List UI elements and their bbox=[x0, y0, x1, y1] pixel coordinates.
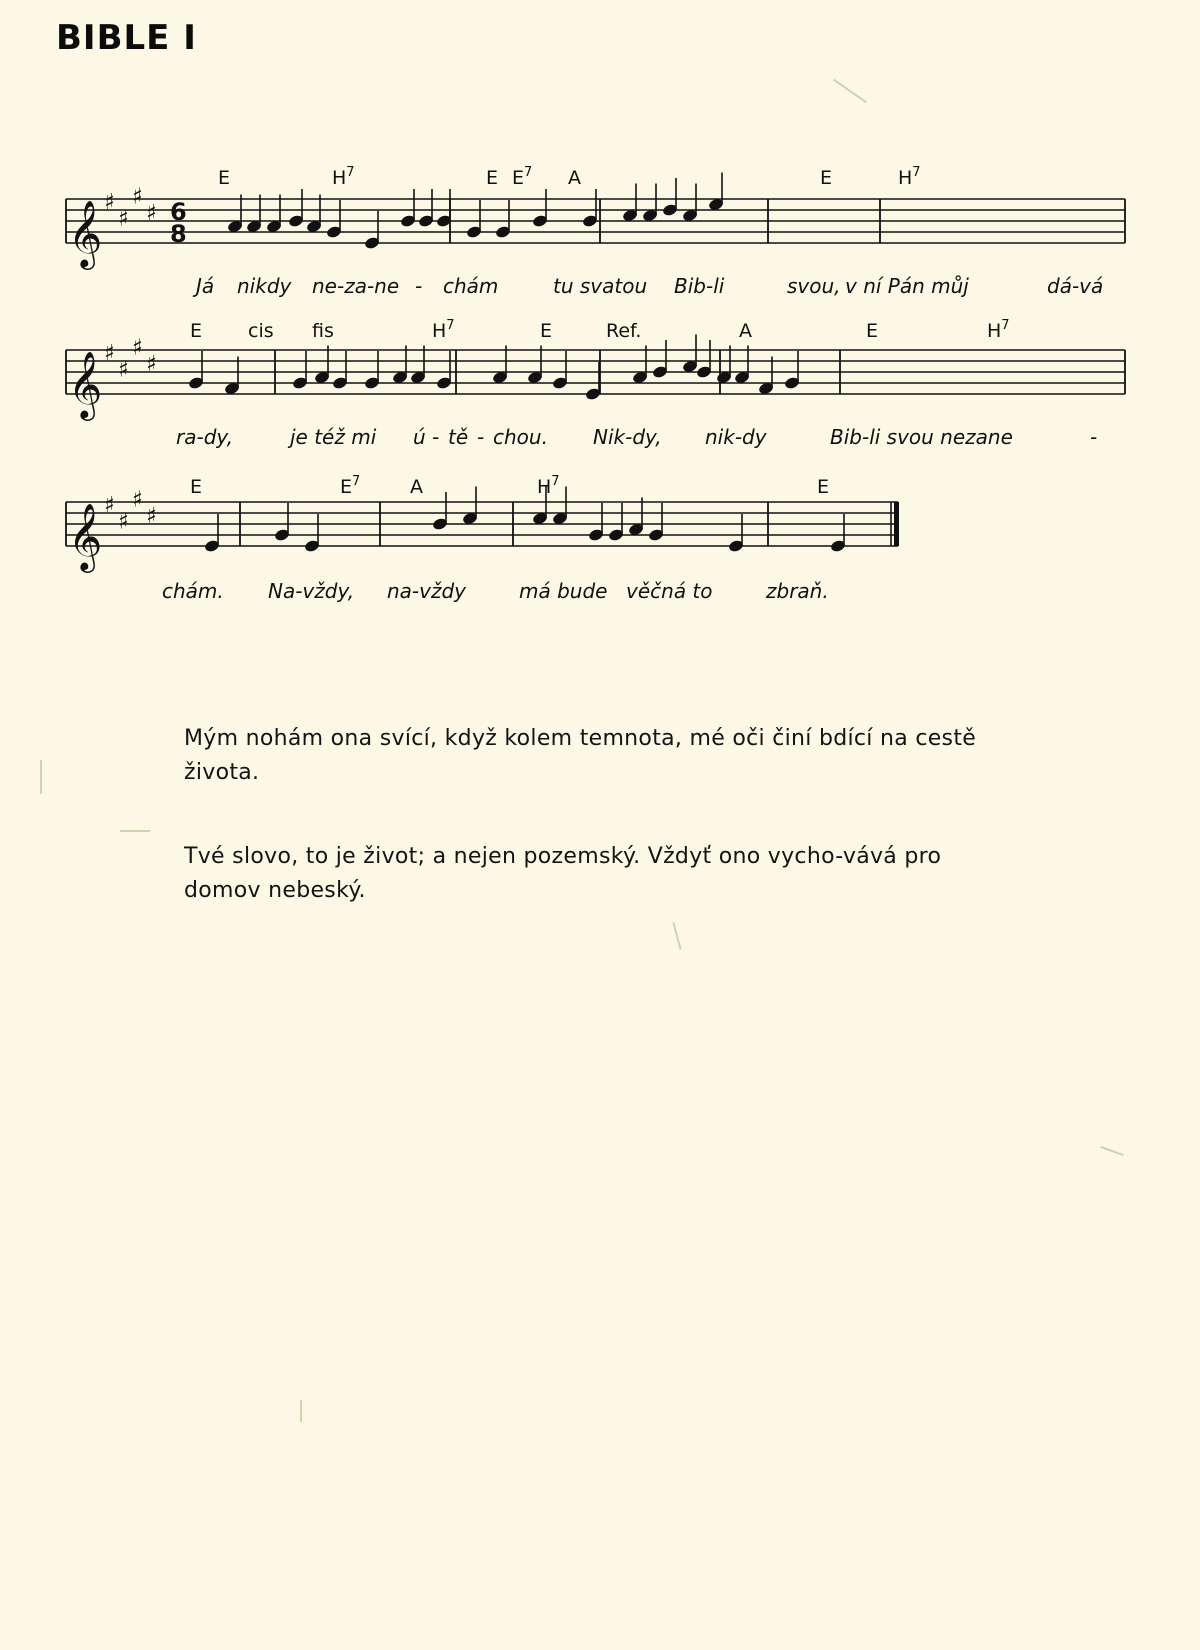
paper-fiber bbox=[40, 760, 42, 794]
lyric-syllable: Na-vždy, bbox=[268, 579, 355, 603]
chord-superscript: 7 bbox=[1001, 318, 1010, 333]
chord-symbol: $E^7$ bbox=[512, 165, 533, 189]
treble-clef: 𝄞 bbox=[68, 502, 103, 570]
sharp-sign: ♯ bbox=[146, 504, 157, 529]
sharp-sign: ♯ bbox=[118, 357, 129, 383]
chord-symbol: E bbox=[190, 320, 203, 342]
chord-superscript: 7 bbox=[912, 165, 921, 180]
chord-symbol: E bbox=[190, 476, 203, 498]
lyric-syllable: nik-dy bbox=[705, 425, 767, 449]
chord-symbol: $H^7$ bbox=[898, 165, 921, 189]
lyric-syllable: tu svatou bbox=[553, 274, 648, 298]
lyric-syllable: - bbox=[1090, 425, 1098, 449]
lyric-syllable: - bbox=[415, 274, 423, 298]
lyric-syllable: Bib-li svou nezane bbox=[830, 425, 1013, 449]
lyric-syllable: svou, bbox=[787, 274, 841, 298]
chord-symbol: $E^7$ bbox=[340, 474, 361, 498]
lyric-syllable: chám. bbox=[162, 579, 224, 603]
lyric-syllable: tě bbox=[448, 425, 469, 449]
sharp-sign: ♯ bbox=[132, 184, 143, 210]
sharp-sign: ♯ bbox=[146, 352, 157, 377]
chord-symbol: $H^7$ bbox=[432, 318, 455, 342]
chord-symbol: A bbox=[739, 320, 752, 342]
chord-superscript: 7 bbox=[524, 165, 533, 180]
chord-superscript: 7 bbox=[346, 165, 355, 180]
sharp-sign: ♯ bbox=[118, 509, 129, 535]
lyric-syllable: nikdy bbox=[237, 274, 292, 298]
chord-superscript: 7 bbox=[352, 474, 361, 489]
chord-symbol: E bbox=[486, 167, 499, 189]
paper-fiber bbox=[672, 922, 681, 950]
time-signature-denominator: 8 bbox=[170, 220, 187, 248]
chord-superscript: 7 bbox=[551, 474, 560, 489]
staff-system bbox=[66, 165, 1125, 298]
song-title: BIBLE I bbox=[56, 18, 197, 58]
chord-symbol: Ref. bbox=[606, 320, 642, 342]
staff-system bbox=[66, 474, 899, 603]
chord-symbol: E bbox=[540, 320, 553, 342]
sharp-sign: ♯ bbox=[118, 206, 129, 232]
music-notation bbox=[0, 0, 1200, 640]
lyric-syllable: Nik-dy, bbox=[593, 425, 662, 449]
sharp-sign: ♯ bbox=[104, 493, 115, 518]
chord-symbol: A bbox=[568, 167, 581, 189]
treble-clef: 𝄞 bbox=[68, 350, 103, 418]
chord-symbol: fis bbox=[312, 320, 334, 342]
final-barline-thick bbox=[894, 502, 899, 546]
lyric-syllable: ne-za-ne bbox=[312, 274, 400, 298]
sharp-sign: ♯ bbox=[132, 487, 143, 513]
chord-symbol: cis bbox=[248, 320, 274, 342]
lyric-syllable: - bbox=[432, 425, 440, 449]
lyric-syllable: Já bbox=[196, 274, 215, 298]
chord-symbol: $H^7$ bbox=[332, 165, 355, 189]
lyric-syllable: zbraň. bbox=[766, 579, 829, 603]
lyric-syllable: ú bbox=[413, 425, 426, 449]
lyric-syllable: na-vždy bbox=[387, 579, 467, 603]
sharp-sign: ♯ bbox=[146, 201, 157, 226]
lyric-syllable: věčná to bbox=[626, 579, 713, 603]
chord-symbol: A bbox=[410, 476, 423, 498]
lyric-syllable: v ní Pán můj bbox=[845, 274, 969, 298]
treble-clef: 𝄞 bbox=[68, 199, 103, 267]
lyric-syllable: je též mi bbox=[290, 425, 377, 449]
chord-symbol: E bbox=[817, 476, 830, 498]
lyric-syllable: dá-vá bbox=[1047, 274, 1104, 298]
paper-fiber bbox=[1100, 1146, 1123, 1156]
time-signature-numerator: 6 bbox=[170, 198, 187, 226]
paper-fiber bbox=[120, 830, 150, 832]
chord-superscript: 7 bbox=[446, 318, 455, 333]
verse-2: Tvé slovo, to je život; a nejen pozemský. Vždyť ono vycho-vává pro domov nebeský. bbox=[184, 844, 942, 903]
staff-system bbox=[66, 318, 1125, 449]
verse-1: Mým nohám ona svící, když kolem temnota, mé oči činí bdící na cestě života. bbox=[184, 726, 977, 785]
lyric-syllable: - bbox=[477, 425, 485, 449]
chord-symbol: $H^7$ bbox=[987, 318, 1010, 342]
sharp-sign: ♯ bbox=[104, 190, 115, 215]
lyric-syllable: chám bbox=[443, 274, 499, 298]
paper-fiber bbox=[300, 1400, 302, 1422]
sharp-sign: ♯ bbox=[132, 335, 143, 361]
lyric-syllable: Bib-li bbox=[674, 274, 725, 298]
sharp-sign: ♯ bbox=[104, 341, 115, 366]
chord-symbol: E bbox=[820, 167, 833, 189]
lyric-syllable: ra-dy, bbox=[176, 425, 234, 449]
chord-symbol: E bbox=[218, 167, 231, 189]
lyric-syllable: chou. bbox=[493, 425, 548, 449]
lyric-syllable: má bude bbox=[519, 579, 608, 603]
chord-symbol: $H^7$ bbox=[537, 474, 560, 498]
chord-symbol: E bbox=[866, 320, 879, 342]
